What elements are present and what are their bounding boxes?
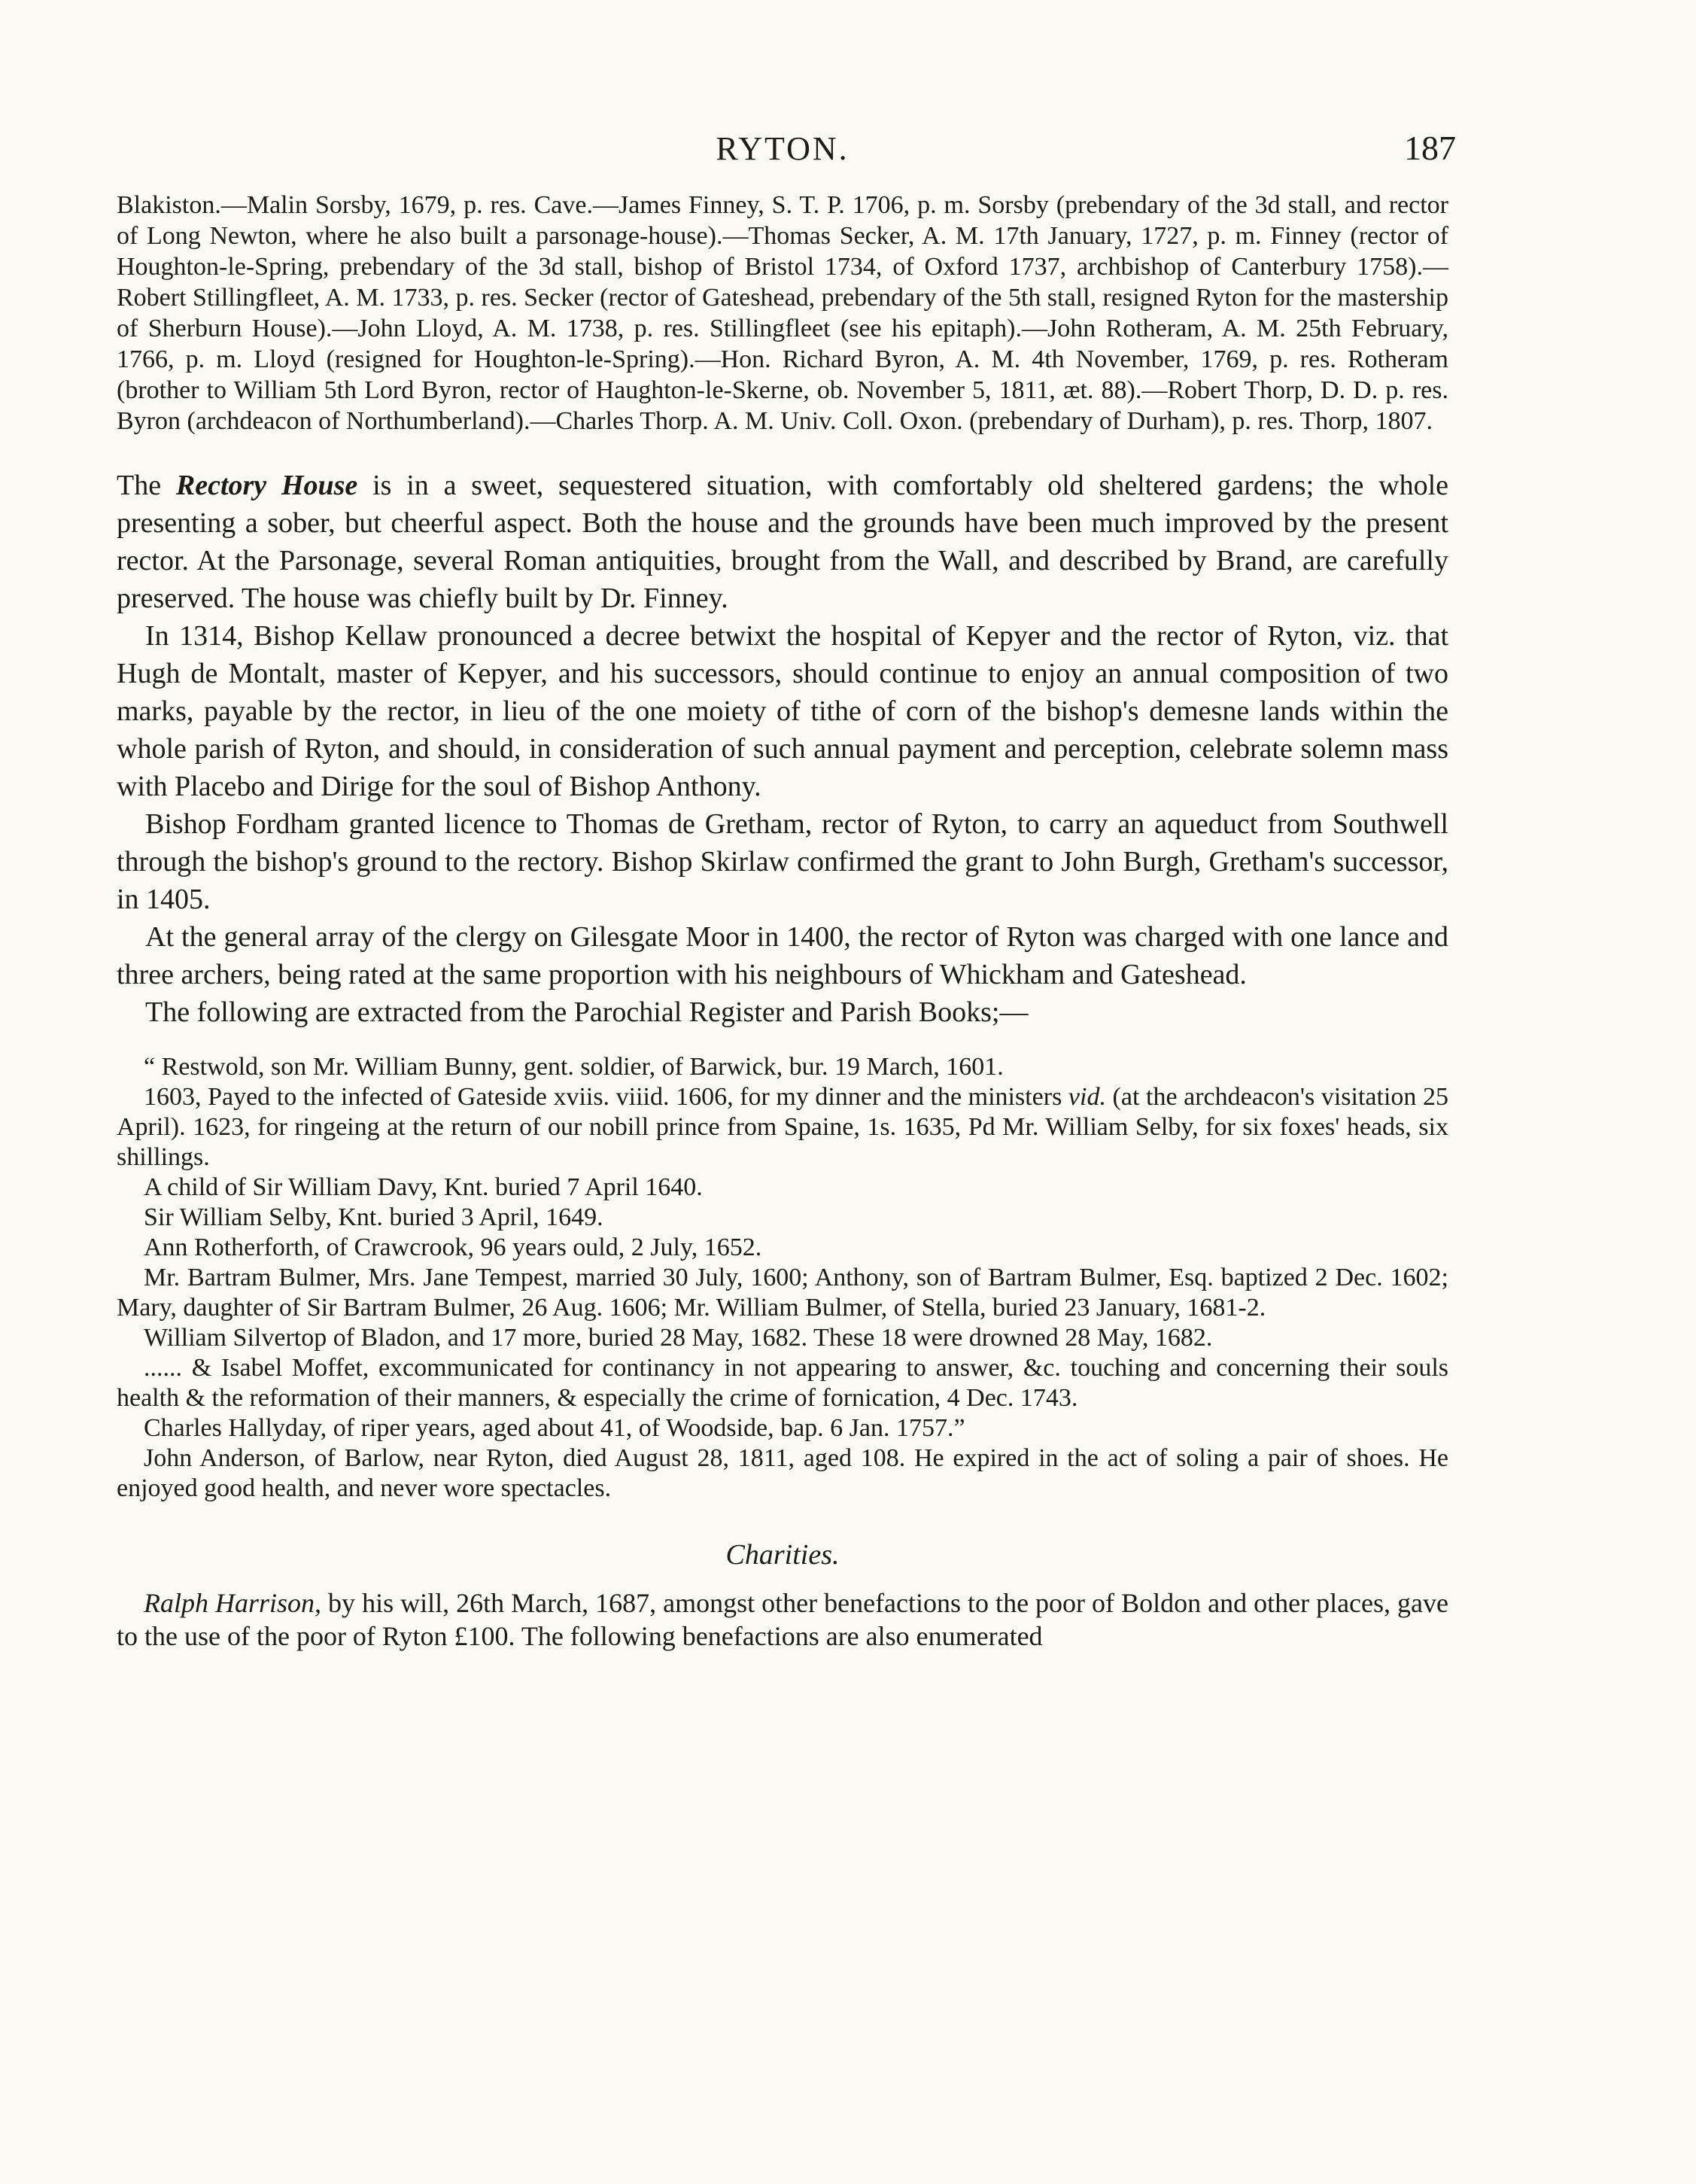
register-intro: The following are extracted from the Parochial Register and Parish Books;— (145, 996, 1029, 1028)
extract-item: A child of Sir William Davy, Knt. buried 7 April 1640. (144, 1173, 703, 1201)
page-number: 187 (1404, 129, 1456, 167)
charities-text: by his will, 26th March, 1687, amongst other benefactions to the poor of Boldon and other places, gave to the use of the poor of Ryton £100. The following benefactions are also enumerated (117, 1588, 1448, 1651)
rectory-emphasis: Rectory House (175, 470, 358, 501)
extract-part-italic: vid. (1068, 1083, 1106, 1111)
extract-item: Mr. Bartram Bulmer, Mrs. Jane Tempest, married 30 July, 1600; Anthony, son of Bartram Bulmer, Esq. baptized 2 Dec. 1602; Mary, daughter of Sir Bartram Bulmer, 26 Aug. 1606; Mr. William Bulmer, of Stella, buried 23 January, 1681-2. (117, 1264, 1448, 1322)
running-head (117, 120, 1456, 181)
charities-heading: Charities. (725, 1539, 840, 1571)
page-title: RYTON. (716, 130, 850, 167)
array-paragraph: At the general array of the clergy on Gilesgate Moor in 1400, the rector of Ryton was charged with one lance and three archers, being rated at the same proportion with his neighbours of Whickham and Gateshead. (117, 921, 1448, 990)
charities-section (117, 1586, 1448, 1653)
extract-item: ...... & Isabel Moffet, excommunicated for continancy in not appearing to answer, &c. touching and concerning their souls health & the reformation of their manners, & especially the crime of fornication, 4 Dec. 1743. (117, 1354, 1448, 1412)
incumbents-paragraph: Blakiston.—Malin Sorsby, 1679, p. res. Cave.—James Finney, S. T. P. 1706, p. m. Sorsby (prebendary of the 3d stall, and rector of Long Newton, where he also built a parsonage-house).—Thomas Secker, A. M. 17th January, 1727, p. m. Finney (rector of Houghton-le-Spring, prebendary of the 3d stall, bishop of Bristol 1734, of Oxford 1737, archbishop of Canterbury 1758).—Robert Stillingfleet, A. M. 1733, p. res. Secker (rector of Gateshead, prebendary of the 5th stall, resigned Ryton for the mastership of Sherburn House).—John Lloyd, A. M. 1738, p. res. Stillingfleet (see his epitaph).—John Rotheram, A. M. 25th February, 1766, p. m. Lloyd (resigned for Houghton-le-Spring).—Hon. Richard Byron, A. M. 4th November, 1769, p. res. Rotheram (brother to William 5th Lord Byron, rector of Haughton-le-Skerne, ob. November 5, 1811, æt. 88).—Robert Thorp, D. D. p. res. Byron (archdeacon of Northumberland).—Charles Thorp. A. M. Univ. Coll. Oxon. (prebendary of Durham), p. res. Thorp, 1807. (117, 191, 1448, 435)
extract-part: 1603, Payed to the infected of Gateside xviis. viiid. 1606, for my dinner and the ministers (144, 1083, 1068, 1111)
extract-item: William Silvertop of Bladon, and 17 more, buried 28 May, 1682. These 18 were drowned 28 May, 1682. (144, 1324, 1213, 1352)
extract-part: (at the archdeacon's visitation 25 April). 1623, for ringeing at the return of our nobill prince from Spaine, 1s. 1635, Pd Mr. William Selby, for six foxes' heads, six shillings. (117, 1083, 1448, 1171)
rectory-paragraph (117, 467, 1448, 617)
rectory-lead: The (117, 470, 176, 501)
benefactor-name: Ralph Harrison, (144, 1588, 322, 1618)
extract-item: Charles Hallyday, of riper years, aged about 41, of Woodside, bap. 6 Jan. 1757.” (144, 1414, 965, 1442)
rectory-rest: is in a sweet, sequestered situation, with comfortably old sheltered gardens; the whole presenting a sober, but cheerful aspect. Both the house and the grounds have been much improved by the present rector. At the Parsonage, several Roman antiquities, brought from the Wall, and described by Brand, are carefully preserved. The house was chiefly built by Dr. Finney. (117, 470, 1449, 614)
register-extracts (117, 1052, 1448, 1504)
extract-item (117, 1082, 1448, 1173)
document-page (117, 120, 1456, 1653)
extract-item: Sir William Selby, Knt. buried 3 April, 1649. (144, 1203, 603, 1231)
main-text (117, 467, 1448, 1031)
extract-item: “ Restwold, son Mr. William Bunny, gent. soldier, of Barwick, bur. 19 March, 1601. (144, 1053, 1004, 1081)
extract-item: Ann Rotherforth, of Crawcrook, 96 years ould, 2 July, 1652. (144, 1233, 762, 1261)
kepyer-paragraph: In 1314, Bishop Kellaw pronounced a decree betwixt the hospital of Kepyer and the rector of Ryton, viz. that Hugh de Montalt, master of Kepyer, and his successors, should continue to enjoy an annual composition of two marks, payable by the rector, in lieu of the one moiety of tithe of corn of the bishop's demesne lands within the whole parish of Ryton, and should, in consideration of such annual payment and perception, celebrate solemn mass with Placebo and Dirige for the soul of Bishop Anthony. (117, 620, 1448, 802)
extract-item: John Anderson, of Barlow, near Ryton, died August 28, 1811, aged 108. He expired in the act of soling a pair of shoes. He enjoyed good health, and never wore spectacles. (117, 1444, 1448, 1502)
aqueduct-paragraph: Bishop Fordham granted licence to Thomas de Gretham, rector of Ryton, to carry an aqueduct from Southwell through the bishop's ground to the rectory. Bishop Skirlaw confirmed the grant to John Burgh, Gretham's successor, in 1405. (117, 808, 1448, 915)
charities-paragraph (117, 1586, 1448, 1653)
incumbents-list (117, 190, 1448, 436)
